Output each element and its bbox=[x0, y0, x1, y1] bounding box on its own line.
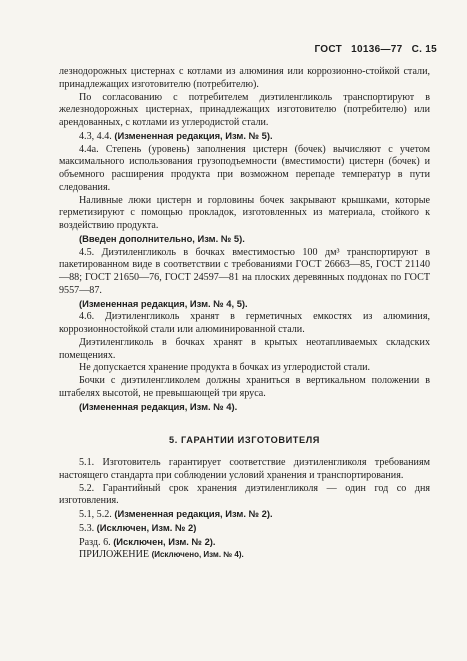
amendment-note bbox=[59, 522, 430, 536]
amendment-note bbox=[59, 130, 430, 144]
paragraph: Диэтиленгликоль в бочках хранят в крытых неотапливаемых складских помещениях. bbox=[59, 336, 430, 361]
amendment-text: (Измененная редакция, Изм. № 4). bbox=[79, 400, 238, 412]
amendment-text: (Исключен, Изм. № 2). bbox=[113, 535, 216, 547]
document-body bbox=[59, 66, 430, 562]
clause-ref: ПРИЛОЖЕНИЕ bbox=[79, 549, 152, 561]
paragraph: 5.1. Изготовитель гарантирует соответствие диэтиленгликоля требованиям настоящего стандарта при соблюдении условий хранения и транспортирования. bbox=[59, 457, 430, 481]
paragraph: 4.5. Диэтиленгликоль в бочках вместимостью 100 дм³ транспортируют в пакетированном виде в соответствии с требованиями ГОСТ 26663—85, ГОСТ 21140—88; ГОСТ 21650—76, ГОСТ 24597—81 на плоских деревянных поддонах по ГОСТ 9557—87. bbox=[59, 246, 430, 296]
paragraph: Не допускается хранение продукта в бочках из углеродистой стали. bbox=[79, 362, 371, 374]
amendment-note bbox=[59, 536, 430, 550]
clause-ref: 4.3, 4.4. bbox=[79, 130, 115, 142]
amendment-note bbox=[59, 298, 430, 312]
paragraph: 5.2. Гарантийный срок хранения диэтиленгликоля — один год со дня изготовления. bbox=[59, 482, 430, 507]
amendment-text: (Измененная редакция, Изм. № 4, 5). bbox=[79, 297, 248, 309]
paragraph: По согласованию с потребителем диэтиленгликоль транспортируют в железнодорожных цистернах, принадлежащих изготовителю (потребителю) или арендованных, с котлами из углеродистой стали. bbox=[59, 91, 430, 128]
clause-ref: 5.1, 5.2. bbox=[79, 509, 115, 520]
amendment-text: (Исключен, Изм. № 2) bbox=[96, 521, 197, 533]
amendment-note bbox=[59, 549, 430, 562]
header-page-number: С. 15 bbox=[411, 44, 437, 55]
paragraph: лезнодорожных цистернах с котлами из алюминия или коррозионно-стойкой стали, принадлежащих изготовителю (потребителю). bbox=[59, 66, 430, 90]
amendment-text: (Измененная редакция, Изм. № 5). bbox=[114, 129, 273, 141]
amendment-note bbox=[59, 401, 430, 415]
header-standard-number: 10136—77 bbox=[351, 44, 403, 55]
paragraph: Наливные люки цистерн и горловины бочек закрывают крышками, которые герметизируют с помощью прокладок, изготовленных из материала, стойкого к воздействию продукта. bbox=[59, 194, 430, 231]
amendment-note bbox=[59, 508, 430, 522]
clause-ref: Разд. 6. bbox=[79, 536, 114, 548]
amendment-note bbox=[59, 233, 430, 247]
paragraph: 4.4а. Степень (уровень) заполнения цистерн (бочек) вычисляют с учетом максимального использования грузоподъемности (вместимости) цистерн (бочек) и объемного расширения продукта при возможном перепаде температур в пути следования. bbox=[59, 143, 430, 193]
amendment-text: (Введен дополнительно, Изм. № 5). bbox=[79, 232, 245, 244]
paragraph: Бочки с диэтиленгликолем должны храниться в вертикальном положении в штабелях высотой, не превышающей три яруса. bbox=[59, 375, 430, 399]
page-header bbox=[308, 44, 437, 55]
amendment-text: (Измененная редакция, Изм. № 2). bbox=[114, 508, 273, 519]
paragraph: 4.6. Диэтиленгликоль хранят в герметичных емкостях из алюминия, коррозионностойкой стали или алюминированной стали. bbox=[59, 311, 430, 335]
clause-ref: 5.3. bbox=[79, 522, 97, 534]
header-gost: ГОСТ bbox=[314, 44, 343, 55]
amendment-text: (Исключено, Изм. № 4). bbox=[151, 550, 244, 560]
section-title: 5. ГАРАНТИИ ИЗГОТОВИТЕЛЯ bbox=[169, 435, 320, 446]
